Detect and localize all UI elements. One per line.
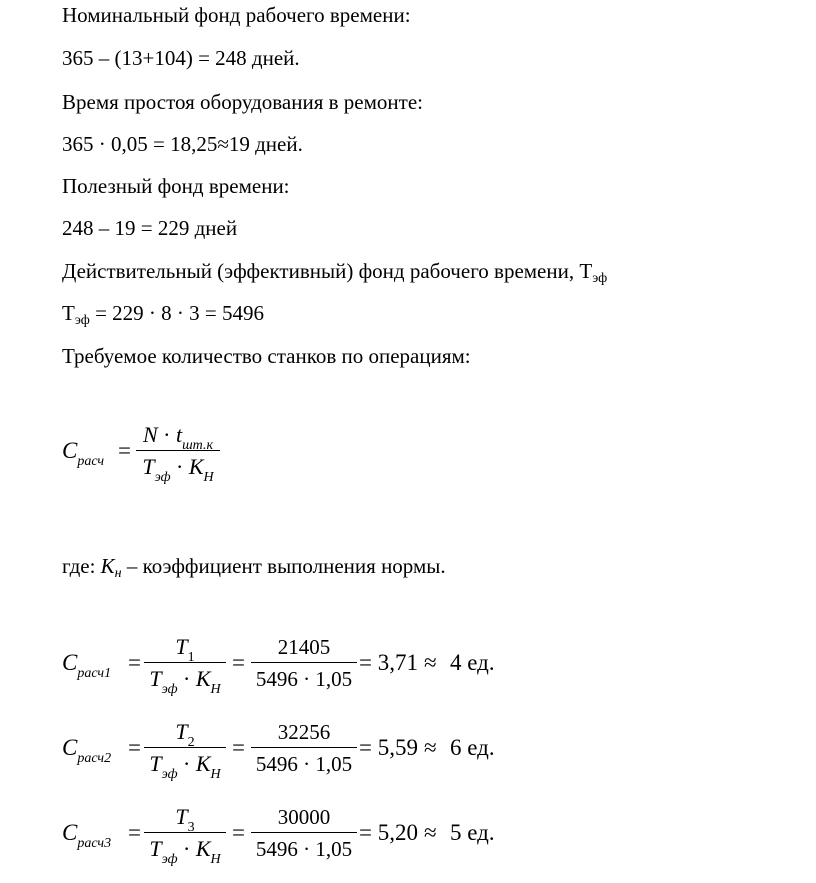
k-subscript: Н <box>210 852 221 867</box>
text-effective-fund-calc <box>62 300 264 334</box>
t-symbol: Т <box>62 301 75 325</box>
symbolic-fraction <box>144 632 226 697</box>
t-subscript: эф <box>161 852 178 867</box>
general-formula-fraction <box>136 420 220 485</box>
lhs-symbol: C <box>62 650 78 675</box>
fraction-numerator: 32256 <box>277 720 331 744</box>
k-symbol: K <box>188 454 204 479</box>
equals-sign: = <box>128 650 141 675</box>
effective-fund-value: = 229 · 8 · 3 = 5496 <box>89 301 265 325</box>
fraction-numerator: 30000 <box>277 805 331 829</box>
fraction-numerator <box>144 802 226 835</box>
text-where-clause <box>62 553 446 587</box>
fraction-numerator <box>144 632 226 665</box>
fraction-numerator: 21405 <box>277 635 331 659</box>
numeric-fraction <box>251 632 357 693</box>
k-symbol: K <box>195 751 211 776</box>
downtime-rounded: 19 дней. <box>228 132 303 156</box>
fraction-numerator <box>136 420 220 453</box>
rounded-result: 4 ед. <box>450 650 495 675</box>
lhs-symbol: C <box>62 735 78 760</box>
general-formula-equals: = <box>118 438 131 463</box>
t-symbol: T <box>149 666 162 691</box>
lhs-subscript: расч <box>77 836 105 851</box>
fraction-denominator: 5496 · 1,05 <box>255 667 353 691</box>
t-symbol: t <box>175 422 183 447</box>
t-symbol: T <box>149 751 162 776</box>
lhs-subscript: расч <box>77 666 105 681</box>
general-formula-lhs <box>62 438 104 470</box>
lhs-symbol: C <box>62 438 78 463</box>
k-subscript: Н <box>203 470 214 485</box>
operation-index: 1 <box>104 666 112 681</box>
equals-sign: = <box>128 735 141 760</box>
result-value: = 5,20 <box>359 820 418 845</box>
equals-sign: = <box>232 735 245 760</box>
approx-sign: ≈ <box>424 650 437 675</box>
approx-sign: ≈ <box>424 735 437 760</box>
t-subscript: эф <box>154 470 171 485</box>
t-symbol: T <box>149 836 162 861</box>
result-value: = 3,71 <box>359 650 418 675</box>
text-nominal-fund-calc: 365 – (13+104) = 248 дней. <box>62 46 300 70</box>
dot-operator: · <box>157 422 176 447</box>
operation-index: 2 <box>104 751 112 766</box>
t-subscript: 3 <box>187 820 195 835</box>
where-description: – коэффициент выполнения нормы. <box>121 554 446 578</box>
dot-operator: · <box>177 751 196 776</box>
t-subscript: 2 <box>187 735 195 750</box>
lhs-symbol: C <box>62 820 78 845</box>
text-effective-fund-heading <box>62 258 607 292</box>
approx-sign: ≈ <box>217 132 229 156</box>
k-symbol: K <box>195 666 211 691</box>
text-nominal-fund-heading: Номинальный фонд рабочего времени: <box>62 3 411 27</box>
t-subscript: эф <box>161 767 178 782</box>
numeric-fraction <box>251 802 357 863</box>
operation-lhs <box>62 650 111 682</box>
k-symbol: К <box>100 554 115 578</box>
text-downtime-heading: Время простоя оборудования в ремонте: <box>62 90 423 114</box>
effective-fund-subscript: эф <box>592 271 608 286</box>
text-useful-fund-heading: Полезный фонд времени: <box>62 174 290 198</box>
dot-operator: · <box>177 666 196 691</box>
k-subscript: н <box>114 566 122 581</box>
symbolic-fraction <box>144 717 226 782</box>
k-symbol: K <box>195 836 211 861</box>
fraction-denominator: 5496 · 1,05 <box>255 752 353 776</box>
result-value: = 5,59 <box>359 735 418 760</box>
fraction-denominator <box>144 833 226 867</box>
fraction-denominator <box>144 663 226 697</box>
effective-fund-label: Действительный (эффективный) фонд рабочего времени, Т <box>62 259 593 283</box>
rounded-result: 6 ед. <box>450 735 495 760</box>
equals-sign: = <box>232 650 245 675</box>
approx-sign: ≈ <box>424 820 437 845</box>
equals-sign: = <box>128 820 141 845</box>
operation-lhs <box>62 820 111 852</box>
text-useful-fund-calc: 248 – 19 = 229 дней <box>62 216 238 240</box>
t-symbol: T <box>175 719 188 744</box>
t-subscript: шт.к <box>182 438 214 453</box>
lhs-subscript: расч <box>77 751 105 766</box>
fraction-denominator <box>136 451 220 485</box>
symbolic-fraction <box>144 802 226 867</box>
operation-lhs <box>62 735 111 767</box>
numeric-fraction <box>251 717 357 778</box>
k-subscript: Н <box>210 767 221 782</box>
t-symbol: T <box>142 454 155 479</box>
operation-index: 3 <box>104 836 112 851</box>
downtime-value: 365 · 0,05 = 18,25 <box>62 132 218 156</box>
t-subscript: 1 <box>187 650 195 665</box>
n-symbol: N <box>142 422 158 447</box>
text-machines-heading: Требуемое количество станков по операциям: <box>62 344 471 368</box>
k-subscript: Н <box>210 682 221 697</box>
dot-operator: · <box>170 454 189 479</box>
fraction-numerator <box>144 717 226 750</box>
t-symbol: T <box>175 634 188 659</box>
where-prefix: где: <box>62 554 101 578</box>
t-symbol: T <box>175 804 188 829</box>
t-subscript: эф <box>74 313 90 328</box>
lhs-subscript: расч <box>77 454 105 469</box>
rounded-result: 5 ед. <box>450 820 495 845</box>
equals-sign: = <box>232 820 245 845</box>
text-downtime-calc <box>62 131 303 157</box>
fraction-denominator: 5496 · 1,05 <box>255 837 353 861</box>
dot-operator: · <box>177 836 196 861</box>
fraction-denominator <box>144 748 226 782</box>
t-subscript: эф <box>161 682 178 697</box>
